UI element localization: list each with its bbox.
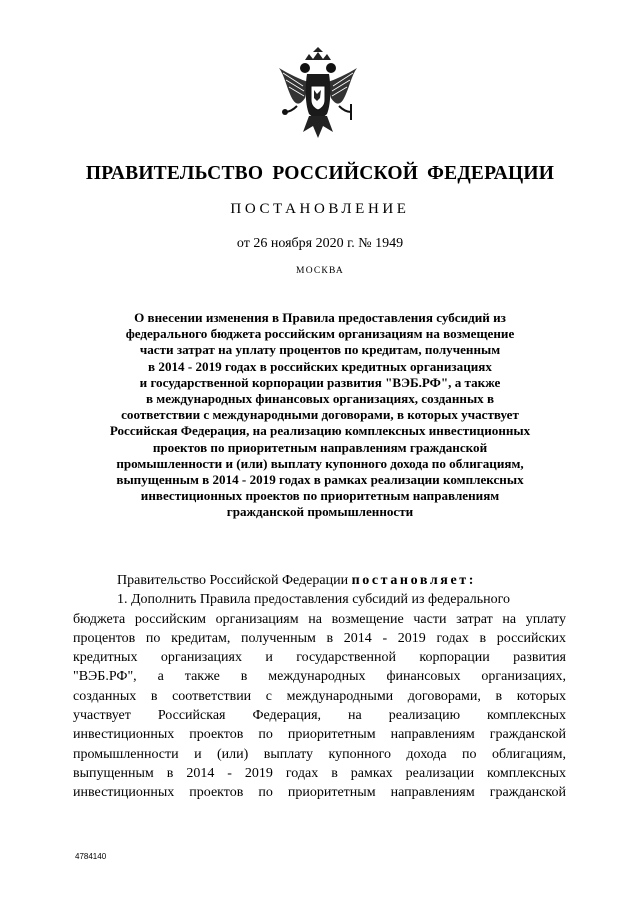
- city: МОСКВА: [296, 266, 344, 276]
- title-line: в 2014 - 2019 годах в российских кредитных организациях: [148, 358, 492, 374]
- title-line: федерального бюджета российским организациям на возмещение: [125, 326, 515, 342]
- body-line: инвестиционных проектов по приоритетным направлениям гражданской: [73, 727, 566, 743]
- body-line: участвует Российская Федерация, на реализацию комплексных: [73, 708, 566, 724]
- title-line: Российская Федерация, на реализацию комплексных инвестиционных: [109, 423, 531, 439]
- body-line: "ВЭБ.РФ", а также в международных финансовых организациях,: [73, 669, 566, 685]
- body-line: инвестиционных проектов по приоритетным направлениям гражданской: [73, 785, 566, 801]
- title-line: части затрат на уплату процентов по кредитам, полученным: [139, 342, 501, 358]
- body-line: бюджета российским организациям на возмещение части затрат на уплату: [73, 611, 566, 627]
- intro-text: Правительство Российской Федерации: [117, 573, 349, 588]
- title-line: соответствии с международными договорами, в которых участвует: [121, 407, 519, 423]
- body-line: процентов по кредитам, полученным в 2014 - 2019 годах в российских: [73, 630, 566, 646]
- document-type: ПОСТАНОВЛЕНИЕ: [230, 201, 410, 217]
- title-line: в международных финансовых организациях, созданных в: [145, 391, 495, 407]
- title-line: инвестиционных проектов по приоритетным направлениям: [140, 488, 500, 504]
- date-and-number: от 26 ноября 2020 г. № 1949: [236, 236, 404, 251]
- title-line: промышленности и (или) выплату купонного дохода по облигациям,: [116, 455, 524, 471]
- body-line: выпущенным в 2014 - 2019 годах в рамках реализации комплексных: [73, 765, 566, 781]
- document-body: [73, 571, 566, 803]
- government-name: ПРАВИТЕЛЬСТВО РОССИЙСКОЙ ФЕДЕРАЦИИ: [85, 163, 555, 184]
- intro-paragraph: [73, 571, 566, 590]
- document-id: 4784140: [75, 852, 107, 861]
- intro-verb: постановляет:: [351, 573, 476, 588]
- title-line: проектов по приоритетным направлениям гражданской: [152, 439, 488, 455]
- title-line: гражданской промышленности: [226, 504, 414, 520]
- title-line: О внесении изменения в Правила предоставления субсидий из: [134, 310, 506, 325]
- title-line: и государственной корпорации развития "ВЭБ.РФ", а также: [139, 374, 501, 390]
- russian-coat-of-arms-icon: [275, 46, 361, 142]
- body-line: 1. Дополнить Правила предоставления субсидий из федерального: [117, 592, 511, 608]
- body-line: кредитных организациях и государственной корпорации развития: [73, 650, 566, 666]
- title-line: выпущенным в 2014 - 2019 годах в рамках реализации комплексных: [116, 472, 524, 488]
- document-title: [72, 310, 568, 521]
- body-line: промышленности и (или) выплату купонного дохода по облигациям,: [73, 746, 566, 762]
- body-line: созданных в соответствии с международными договорами, в которых: [73, 688, 566, 704]
